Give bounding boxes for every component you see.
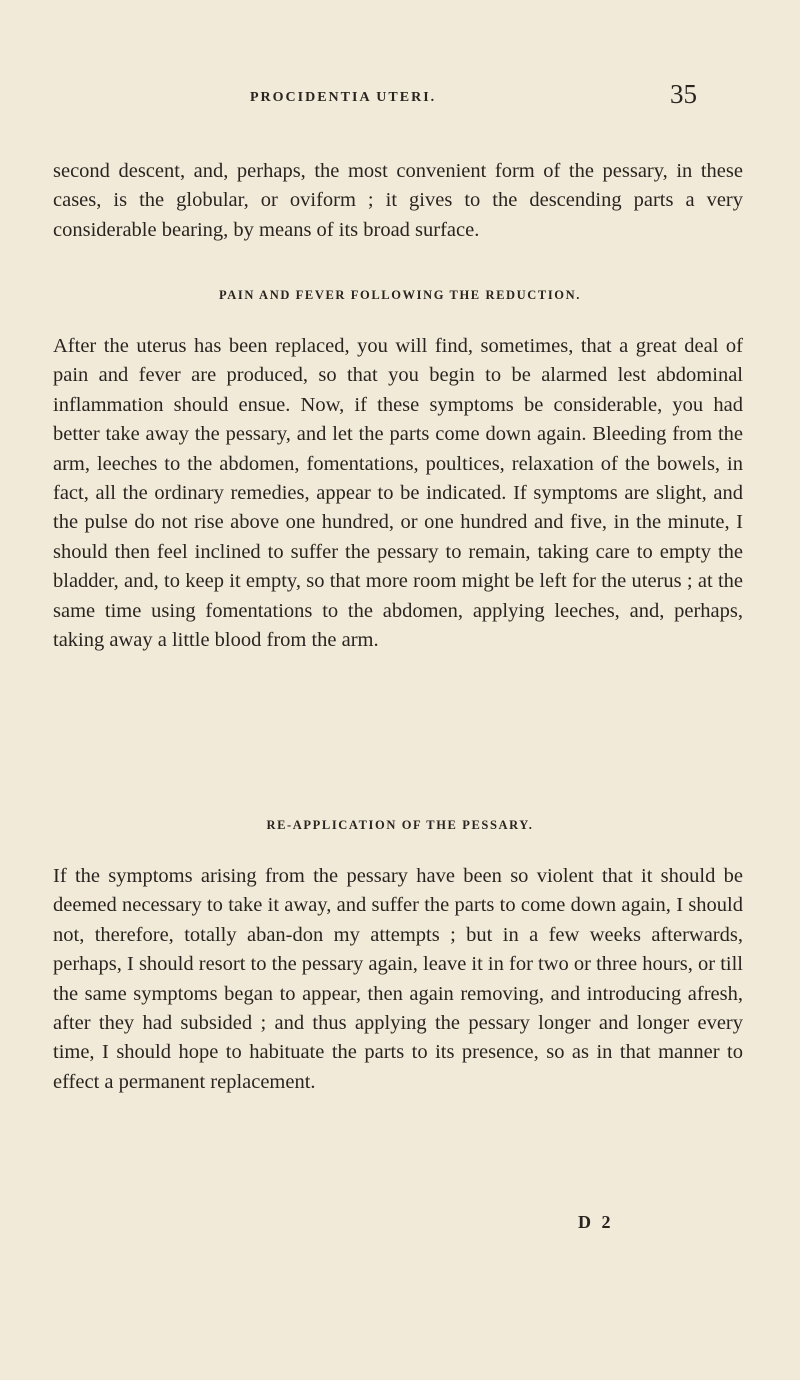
paragraph-pain-fever: After the uterus has been replaced, you will find, sometimes, that a great deal of pain and fever are produced, so that you begin to be alarmed lest abdominal inflammation should ensue. Now, if these symptoms be considerable, you had better take away the pessary, and let the parts come down again. Bleeding from the arm, leeches to the abdomen, fomentations, poultices, relaxation of the bowels, in fact, all the ordinary remedies, appear to be indicated. If symptoms are slight, and the pulse do not rise above one hundred, or one hundred and five, in the minute, I should then feel inclined to suffer the pessary to remain, taking care to empty the bladder, and, to keep it empty, so that more room might be left for the uterus ; at the same time using fomentations to the abdomen, applying leeches, and, perhaps, taking away a little blood from the arm. <box>53 335 743 652</box>
section-heading-reapplication: RE-APPLICATION OF THE PESSARY. <box>266 818 534 832</box>
section-heading-pain-fever: PAIN AND FEVER FOLLOWING THE REDUCTION. <box>219 288 581 302</box>
signature-mark: D 2 <box>578 1212 614 1232</box>
paragraph-pessary-form: second descent, and, perhaps, the most convenient form of the pessary, in these cases, is the globular, or oviform ; it gives to the descending parts a very considerable bearing, by means of its broad surface. <box>53 160 743 241</box>
paragraph-reapplication: If the symptoms arising from the pessary have been so violent that it should be deemed necessary to take it away, and suffer the parts to come down again, I should not, therefore, totally aban-don my attempts ; but in a few weeks afterwards, perhaps, I should resort to the pessary again, leave it in for two or three hours, or till the same symptoms began to appear, then again removing, and introducing afresh, after they had subsided ; and thus applying the pessary longer and longer every time, I should hope to habituate the parts to its presence, so as in that manner to effect a permanent replacement. <box>53 865 743 1093</box>
running-head: PROCIDENTIA UTERI. <box>250 90 437 105</box>
page-number: 35 <box>670 79 697 109</box>
